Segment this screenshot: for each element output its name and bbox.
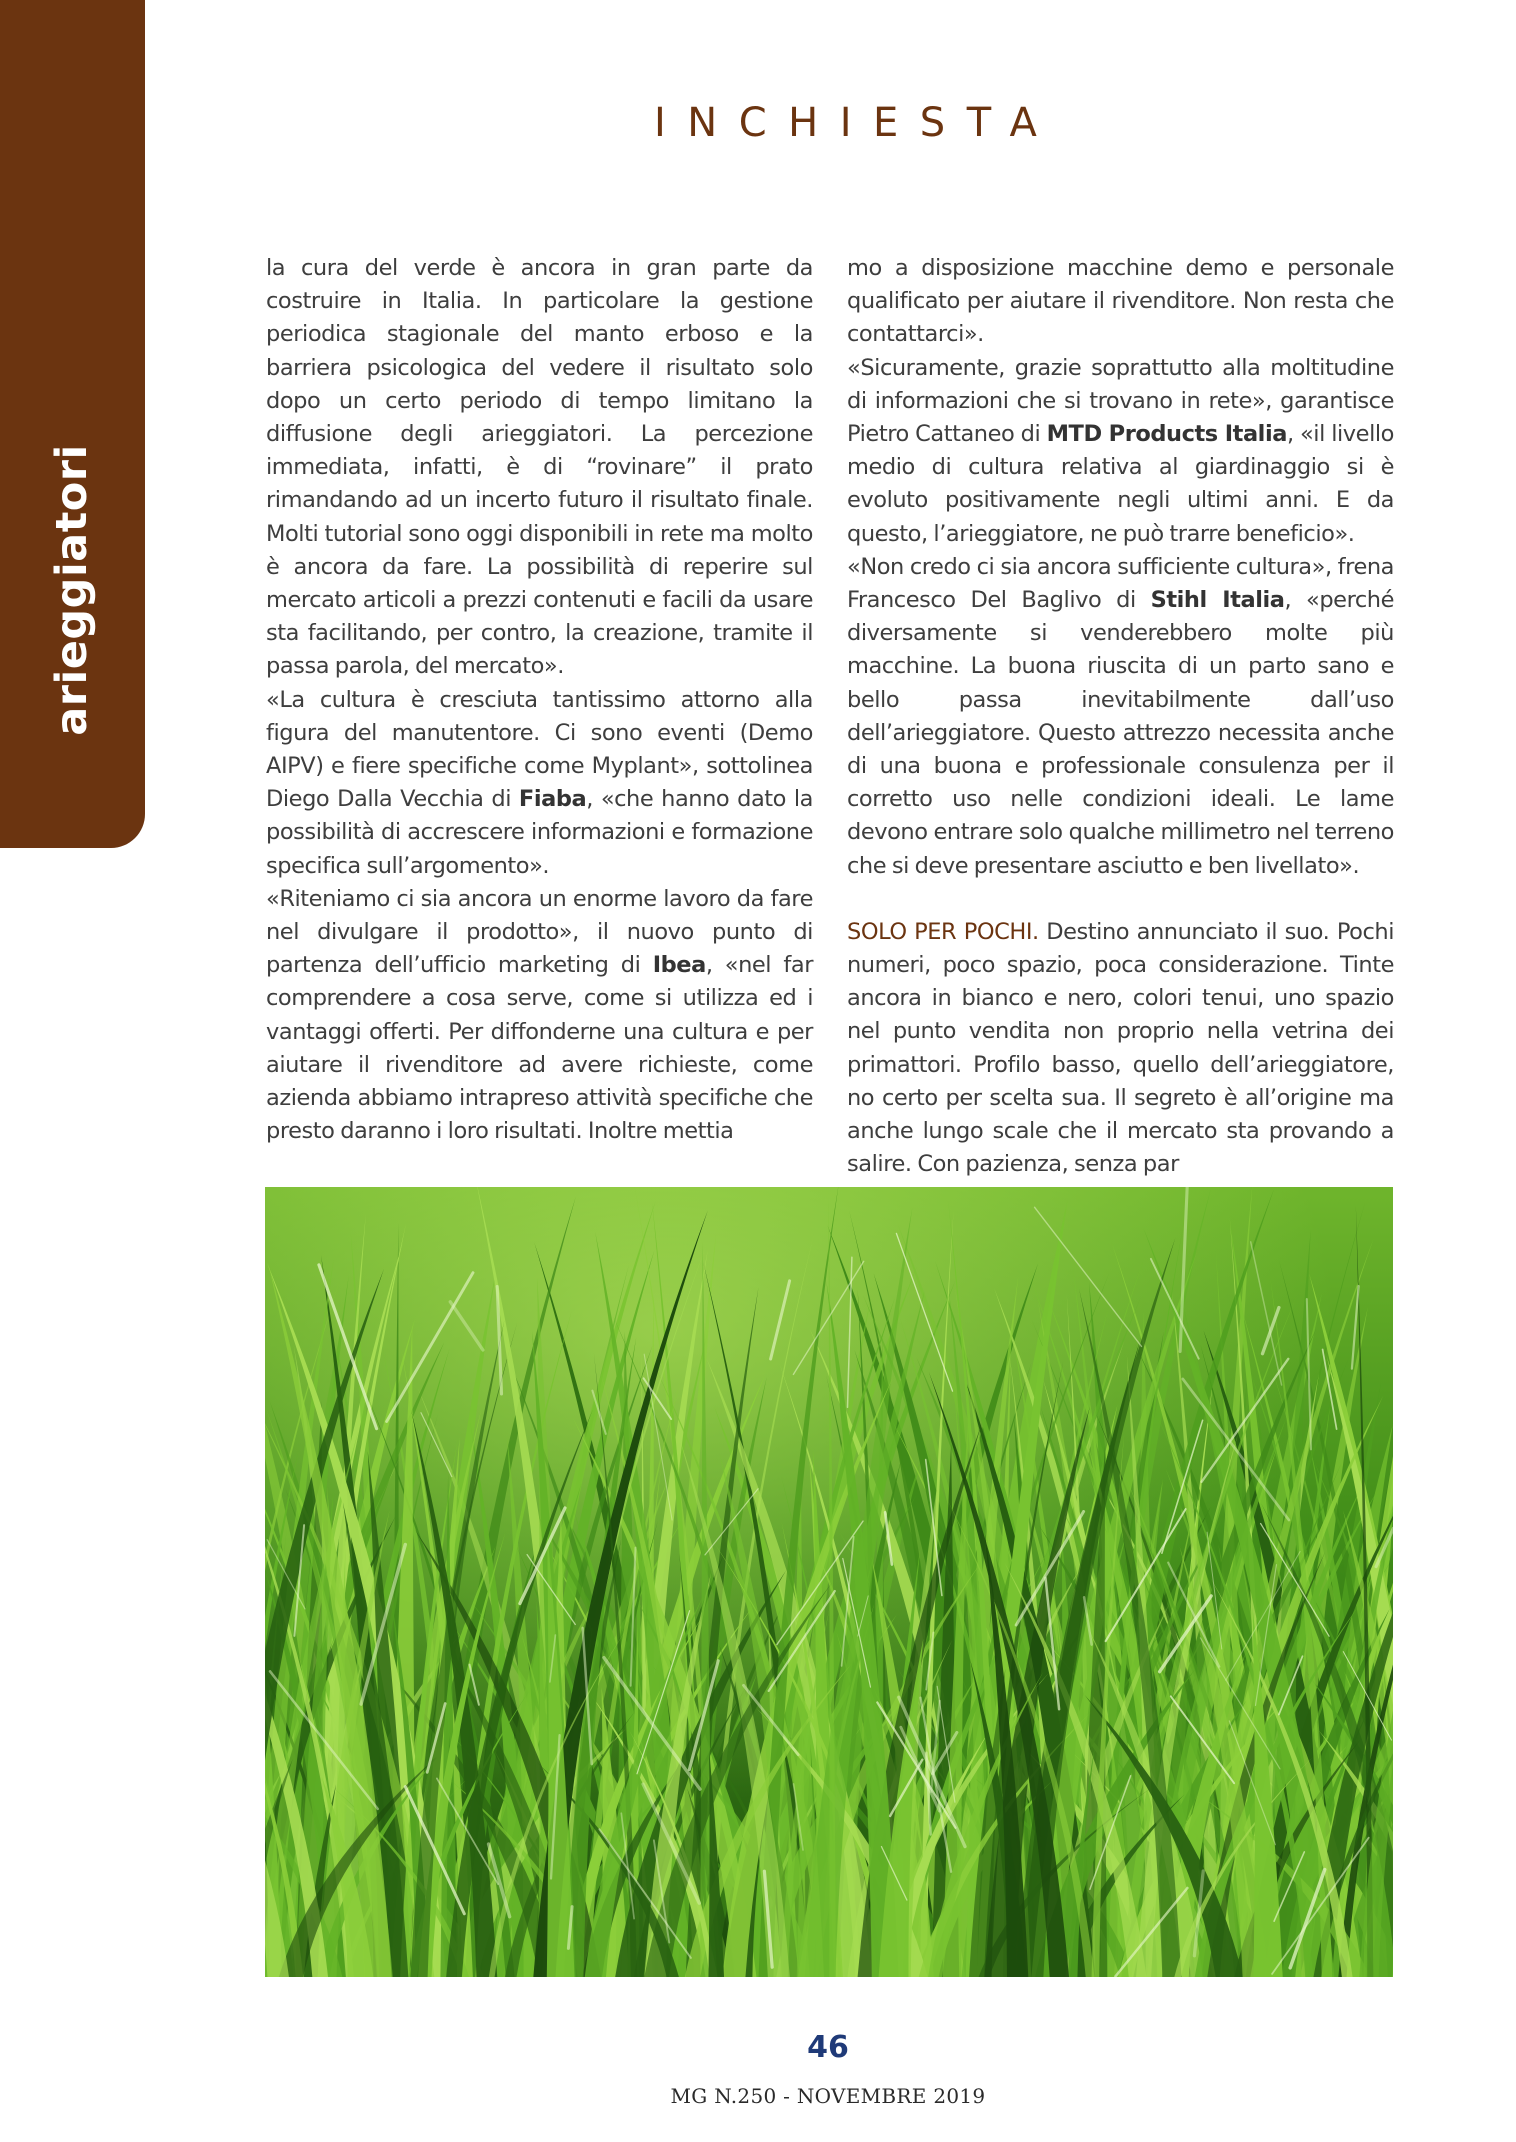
paragraph [266,883,813,1149]
article-column-right [847,252,1394,1181]
paragraph-text: «La cultura è cresciuta tantissimo attorno alla figura del manutentore. Ci sono eventi (Demo AIPV) e fiere specifiche come Myplant», sottolinea Diego Dalla Vecchia di [266,686,813,813]
paragraph-text: «Sicuramente, grazie soprattutto alla moltitudine di informazioni che si trovano in rete», garantisce Pietro Cattaneo di [847,354,1394,448]
paragraph-text: , «nel far comprendere a cosa serve, come si utilizza ed i vantaggi offerti. Per diffonderne una cultura e per aiutare il rivenditore ad avere richieste, come azienda abbiamo intrapreso attività specifiche che presto daranno i loro risultati. Inoltre mettia [266,952,813,1145]
paragraph-text: mo a disposizione macchine demo e personale qualificato per aiutare il rivenditore. Non resta che contattarci». [847,255,1394,348]
brand-name: Fiaba [518,786,587,813]
paragraph-text: , «che hanno dato la possibilità di accrescere informazioni e formazione specifica sull’argomento». [266,786,813,879]
paragraph [847,352,1394,551]
paragraph-text: la cura del verde è ancora in gran parte da costruire in Italia. In particolare la gestione periodica stagionale del manto erboso e la barriera psicologica del vedere il risultato solo dopo un certo periodo di tempo limitano la diffusione degli arieggiatori. La percezione immediata, infatti, è di “rovinare” il prato rimandando ad un incerto futuro il risultato finale. Molti tutorial sono oggi disponibili in rete ma molto è ancora da fare. La possibilità di reperire sul mercato articoli a prezzi contenuti e facili da usare sta facilitando, per contro, la creazione, tramite il passa parola, del mercato». [266,255,813,680]
brand-name: Stihl Italia [1150,587,1285,614]
section-side-tab [0,0,145,848]
brand-name: Ibea [652,952,706,979]
paragraph [266,252,813,684]
paragraph-text: Destino annunciato il suo. Pochi numeri, poco spazio, poca considerazione. Tinte ancora in bianco e nero, colori tenui, uno spazio nel punto vendita non proprio nella vetrina dei primattori. Profilo basso, quello dell’arieggiatore, no certo per scelta sua. Il segreto è all’origine ma anche lungo scale che il mercato sta provando a salire. Con pazienza, senza par [847,918,1394,1178]
grass-photo [265,1187,1393,1977]
subhead: SOLO PER POCHI. [847,918,1039,945]
paragraph-text: «Riteniamo ci sia ancora un enorme lavoro da fare nel divulgare il prodotto», il nuovo punto di partenza dell’ufficio marketing di [266,885,813,979]
paragraph-text: , «il livello medio di cultura relativa al giardinaggio si è evoluto positivamente negli ultimi anni. E da questo, l’arieggiatore, ne può trarre beneficio». [847,421,1394,547]
side-tab-label: arieggiatori [47,444,97,736]
paragraph [847,551,1394,883]
paragraph [847,916,1394,1182]
paragraph [266,684,813,883]
article-column-left [266,252,813,1148]
paragraph-text: «Non credo ci sia ancora sufficiente cultura», frena Francesco Del Baglivo di [847,553,1394,614]
page-number: 46 [807,2030,849,2065]
brand-name: MTD Products Italia [1046,421,1287,448]
issue-info: MG N.250 - NOVEMBRE 2019 [670,2084,986,2108]
section-title: INCHIESTA [654,100,1059,146]
paragraph-text: , «perché diversamente si venderebbero molte più macchine. La buona riuscita di un parto sano e bello passa inevitabilmente dall’uso dell’arieggiatore. Questo attrezzo necessita anche di una buona e professionale consulenza per il corretto uso nelle condizioni ideali. Le lame devono entrare solo qualche millimetro nel terreno che si deve presentare asciutto e ben livellato». [847,587,1395,879]
paragraph [847,252,1394,352]
